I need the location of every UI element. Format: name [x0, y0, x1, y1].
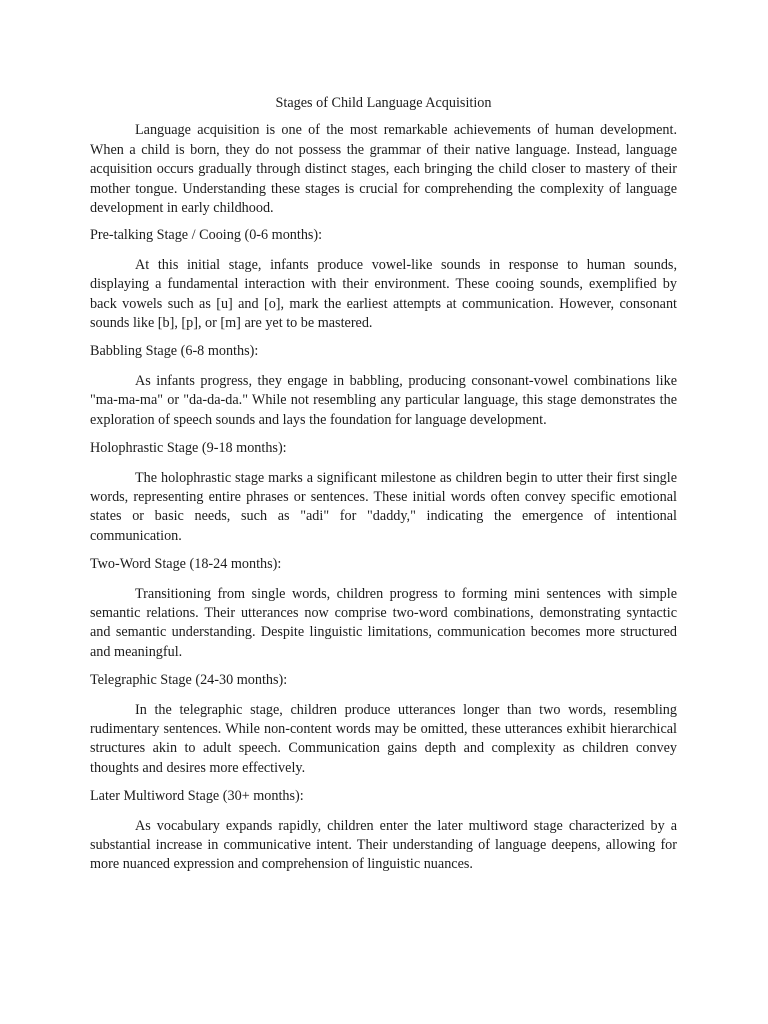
section-two-word: [90, 555, 677, 662]
section-paragraph: At this initial stage, infants produce vowel-like sounds in response to human sounds, displaying a fundamental interaction with their environment. These cooing sounds, exemplified by back vowels such as [u] and [o], mark the earliest attempts at communication. However, consonant sounds like [b], [p], or [m] are yet to be mastered.: [90, 256, 677, 332]
section-heading: Two-Word Stage (18-24 months):: [90, 556, 282, 573]
section-heading: Holophrastic Stage (9-18 months):: [90, 440, 287, 457]
section-paragraph: In the telegraphic stage, children produce utterances longer than two words, resembling rudimentary sentences. While non-content words may be omitted, these utterances exhibit hierarchical structures akin to adult speech. Communication gains depth and complexity as children convey thoughts and desires more effectively.: [90, 701, 677, 776]
section-holophrastic: [90, 439, 677, 546]
document-title: Stages of Child Language Acquisition: [275, 95, 492, 111]
section-telegraphic: [90, 671, 677, 778]
section-pre-talking: [90, 226, 677, 333]
intro-paragraph: Language acquisition is one of the most remarkable achievements of human development. When a child is born, they do not possess the grammar of their native language. Instead, language acquisition occurs gradually through distinct stages, each bringing the child closer to mastery of their mother tongue. Understanding these stages is crucial for comprehending the complexity of language development in early childhood.: [90, 122, 677, 217]
section-babbling: [90, 342, 677, 430]
section-paragraph: Transitioning from single words, children progress to forming mini sentences with simple semantic relations. Their utterances now comprise two-word combinations, demonstrating syntactic and semantic understanding. Despite linguistic limitations, communication becomes more structured and meaningful.: [90, 585, 677, 660]
section-paragraph: As infants progress, they engage in babbling, producing consonant-vowel combinations like "ma-ma-ma" or "da-da-da." While not resembling any particular language, this stage demonstrates the exploration of speech sounds and lays the foundation for language development.: [90, 372, 677, 428]
section-paragraph: As vocabulary expands rapidly, children enter the later multiword stage characterized by a substantial increase in communicative intent. Their understanding of language deepens, allowing for more nuanced expression and comprehension of linguistic nuances.: [90, 817, 677, 873]
section-paragraph: The holophrastic stage marks a significant milestone as children begin to utter their first single words, representing entire phrases or sentences. These initial words often convey specific emotional states or basic needs, such as "adi" for "daddy," indicating the emergence of intentional communication.: [90, 469, 677, 544]
section-heading: Later Multiword Stage (30+ months):: [90, 788, 304, 805]
section-heading: Telegraphic Stage (24-30 months):: [90, 672, 288, 689]
document-page: [90, 94, 677, 884]
section-later-multiword: [90, 787, 677, 875]
section-heading: Babbling Stage (6-8 months):: [90, 343, 259, 360]
section-heading: Pre-talking Stage / Cooing (0-6 months):: [90, 227, 323, 244]
